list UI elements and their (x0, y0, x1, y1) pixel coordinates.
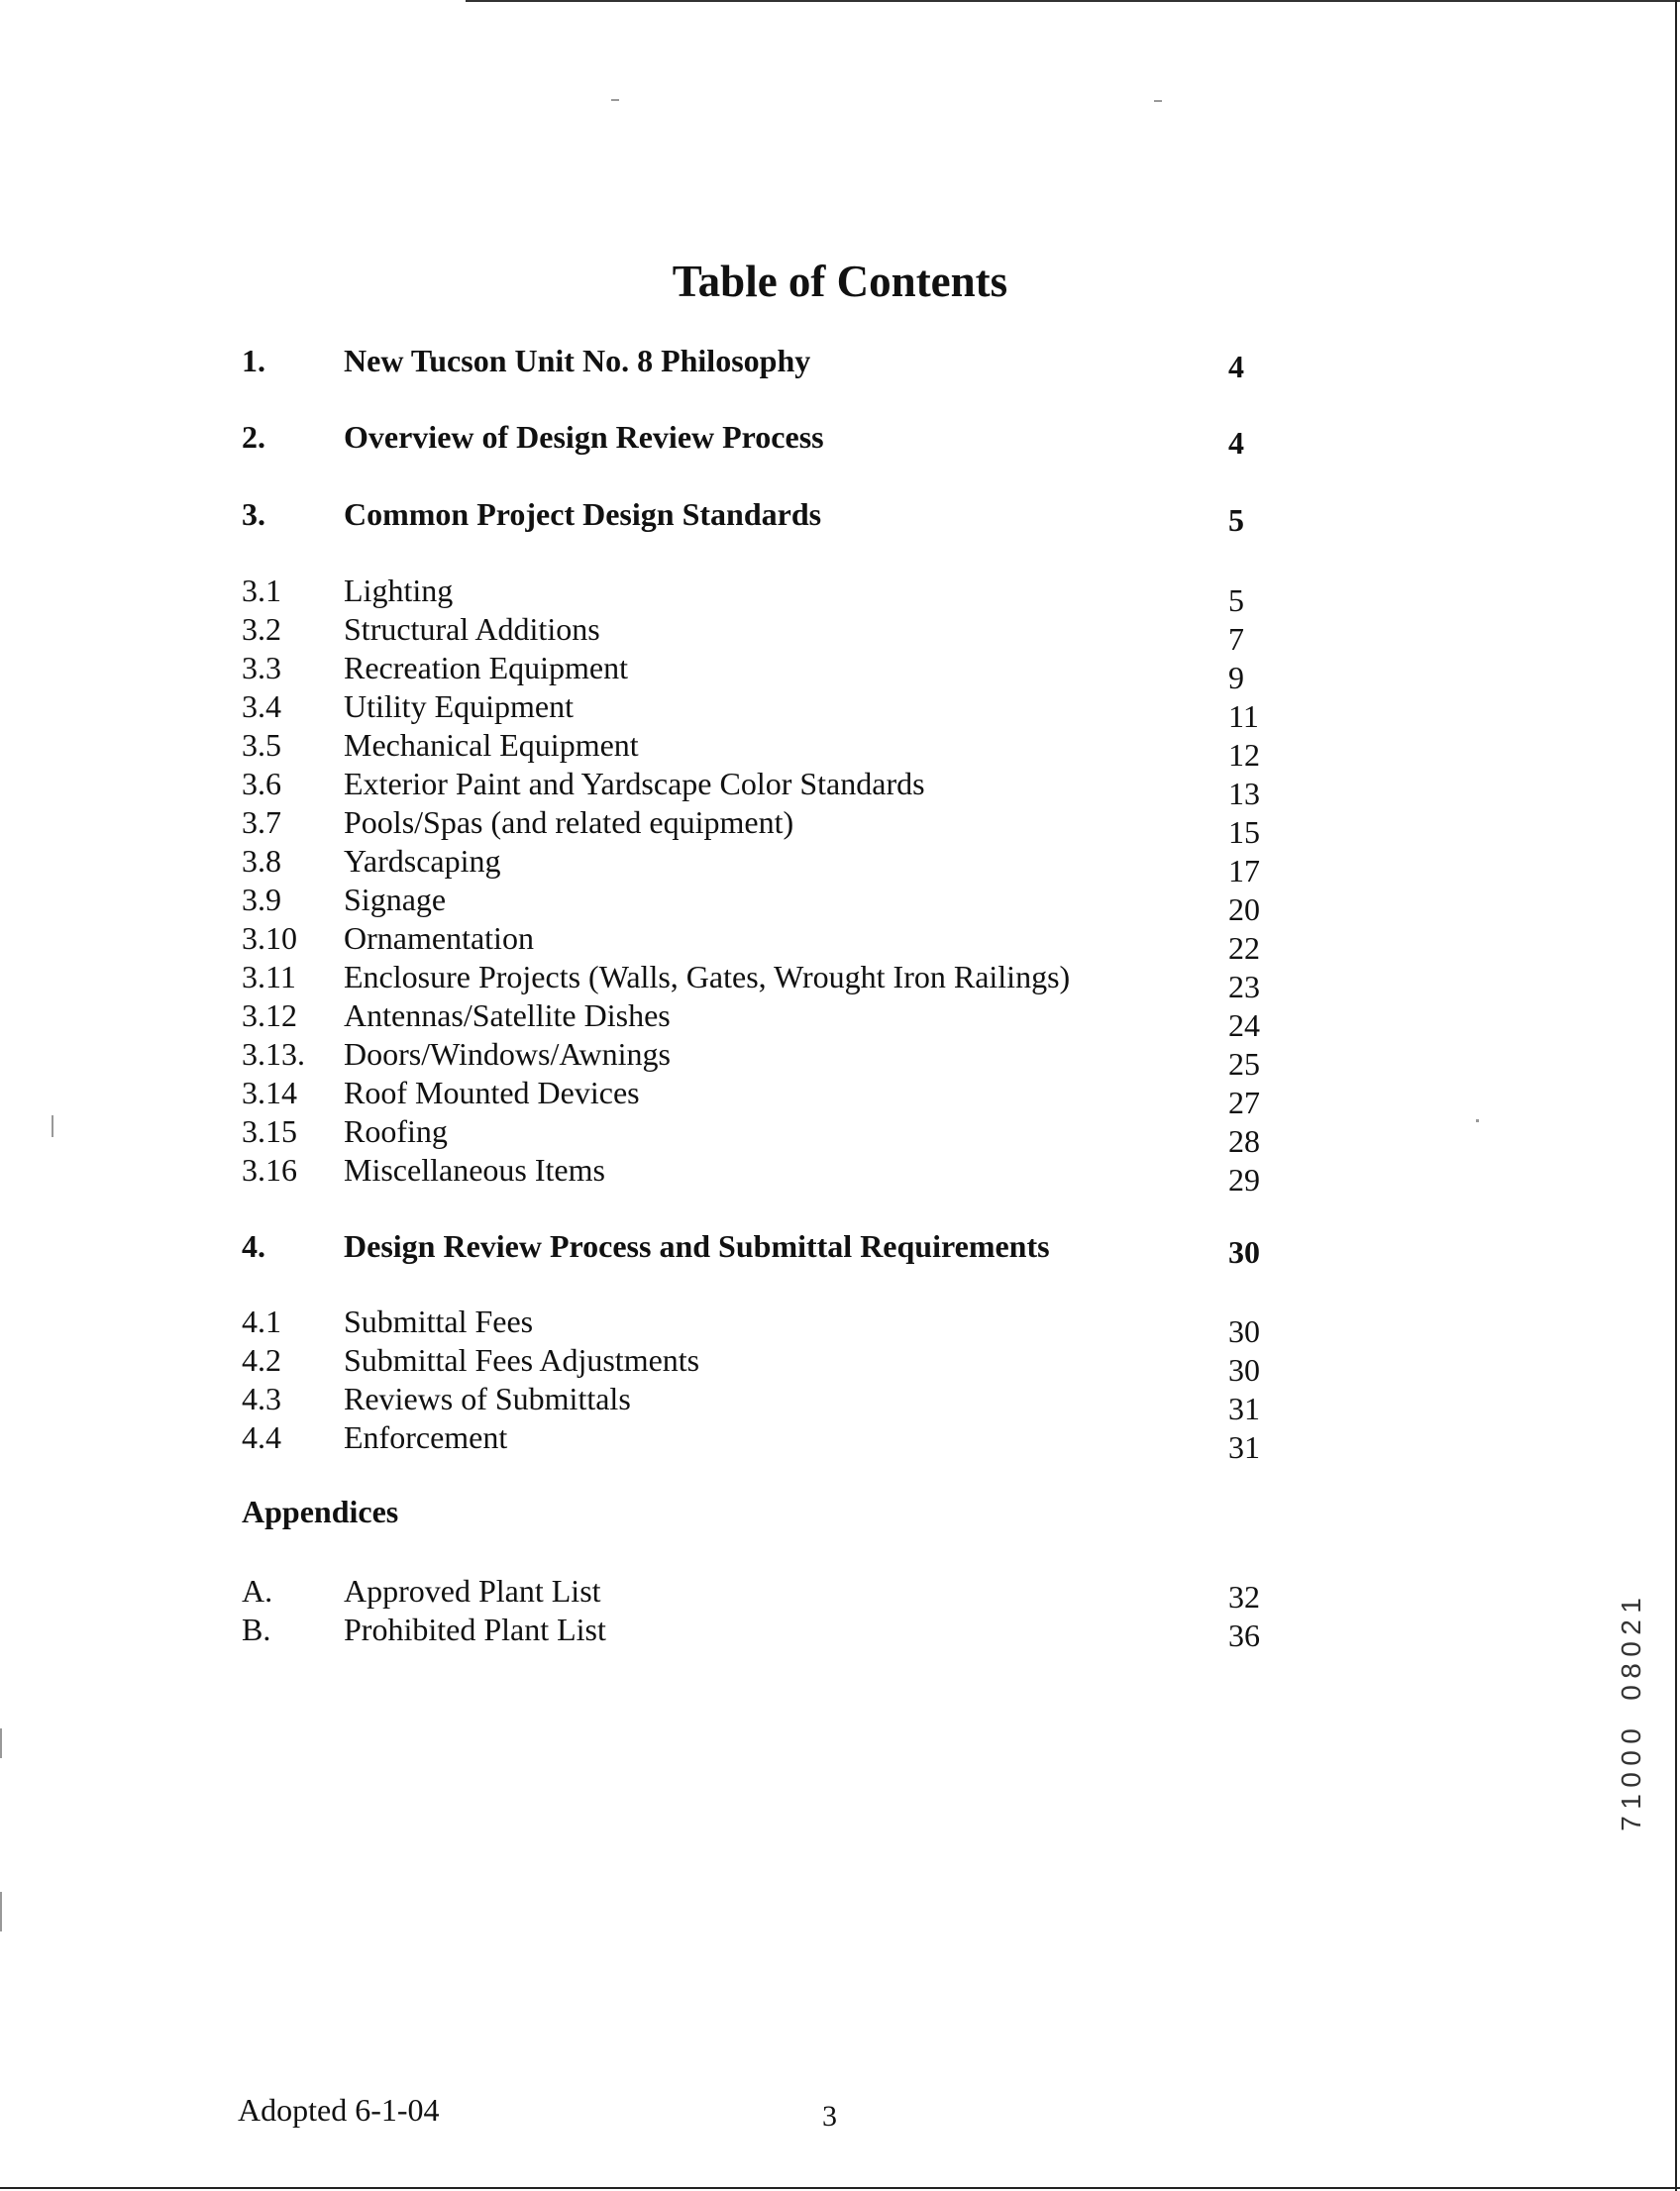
appendix-letter: B. (242, 1612, 271, 1647)
toc-entry (0, 496, 1680, 536)
toc-entry-label: Recreation Equipment (344, 650, 629, 685)
toc-entry-number: 4.4 (242, 1419, 281, 1455)
toc-entry-label: Lighting (344, 573, 454, 608)
appendix-label: Approved Plant List (344, 1573, 601, 1609)
toc-subentry (0, 843, 1680, 888)
toc-entry-label: Reviews of Submittals (344, 1381, 631, 1416)
toc-subentry (0, 1381, 1680, 1426)
toc-subentry (0, 766, 1680, 811)
toc-entry-page: 5 (1228, 582, 1244, 618)
page-border-bottom (0, 2187, 1680, 2189)
toc-entry-number: 3.12 (242, 997, 297, 1033)
toc-entry-page: 17 (1228, 853, 1260, 888)
toc-entry-label: Antennas/Satellite Dishes (344, 997, 671, 1033)
stamp-char: 0 (1616, 1685, 1646, 1701)
appendix-page: 32 (1228, 1579, 1260, 1615)
toc-entry-page: 30 (1228, 1352, 1260, 1388)
toc-entry-number: 3.6 (242, 766, 281, 801)
toc-entry-page: 22 (1228, 930, 1260, 966)
toc-entry-label: Signage (344, 882, 447, 917)
toc-entry-number: 4.3 (242, 1381, 281, 1416)
toc-entry-number: 3.9 (242, 882, 281, 917)
toc-entry-page: 13 (1228, 776, 1260, 811)
toc-entry-number: 3.4 (242, 688, 281, 724)
toc-entry-page: 29 (1228, 1162, 1260, 1198)
stamp-char: 2 (1616, 1619, 1646, 1635)
appendix-entry (0, 1573, 1680, 1613)
scan-speck (0, 1728, 2, 1758)
toc-subentry (0, 1075, 1680, 1120)
toc-entry-number: 3.15 (242, 1113, 297, 1149)
toc-entry-page: 5 (1228, 502, 1244, 538)
toc-entry-page: 25 (1228, 1046, 1260, 1082)
toc-entry-number: 3.11 (242, 959, 296, 994)
toc-entry-number: 3.13. (242, 1036, 305, 1072)
toc-subentry (0, 611, 1680, 657)
toc-entry-page: 15 (1228, 814, 1260, 850)
toc-subentry (0, 882, 1680, 927)
page-title: Table of Contents (672, 257, 1008, 306)
toc-entry-label: Pools/Spas (and related equipment) (344, 804, 794, 840)
toc-entry-label: Miscellaneous Items (344, 1152, 605, 1188)
toc-subentry (0, 1304, 1680, 1349)
toc-entry-number: 3.1 (242, 573, 281, 608)
scan-speck (52, 1115, 53, 1137)
toc-subentry (0, 959, 1680, 1004)
toc-entry (0, 1228, 1680, 1268)
stamp-char: 1 (1616, 1598, 1646, 1614)
toc-subentry (0, 804, 1680, 850)
toc-entry-page: 27 (1228, 1085, 1260, 1120)
toc-entry-page: 20 (1228, 891, 1260, 927)
stamp-char: 0 (1616, 1641, 1646, 1657)
toc-entry-label: Structural Additions (344, 611, 600, 647)
appendices-heading: Appendices (242, 1494, 399, 1529)
stamp-char: 8 (1616, 1663, 1646, 1679)
toc-entry-page: 7 (1228, 621, 1244, 657)
toc-entry-label: Submittal Fees Adjustments (344, 1342, 700, 1378)
scan-speck (611, 99, 619, 101)
stamp-char: 1 (1616, 1794, 1646, 1810)
toc-entry-label: New Tucson Unit No. 8 Philosophy (344, 343, 811, 378)
toc-subentry (0, 727, 1680, 773)
toc-subentry (0, 920, 1680, 966)
toc-entry-label: Yardscaping (344, 843, 501, 879)
toc-subentry (0, 1113, 1680, 1159)
toc-entry-number: 1. (242, 343, 265, 378)
stamp-char: 0 (1616, 1772, 1646, 1788)
toc-entry-label: Submittal Fees (344, 1304, 534, 1339)
stamp-char: 0 (1616, 1728, 1646, 1744)
toc-entry (0, 343, 1680, 382)
toc-entry-label: Enclosure Projects (Walls, Gates, Wrought Iron Railings) (344, 959, 1071, 994)
toc-entry-number: 4. (242, 1228, 265, 1264)
toc-entry-number: 3.2 (242, 611, 281, 647)
toc-subentry (0, 997, 1680, 1043)
toc-entry-number: 3.8 (242, 843, 281, 879)
toc-entry-number: 3.7 (242, 804, 281, 840)
toc-entry-label: Ornamentation (344, 920, 534, 956)
toc-entry (0, 419, 1680, 459)
appendix-label: Prohibited Plant List (344, 1612, 606, 1647)
toc-entry-page: 31 (1228, 1391, 1260, 1426)
toc-entry-label: Exterior Paint and Yardscape Color Standards (344, 766, 925, 801)
footer-page-number: 3 (822, 2100, 837, 2133)
toc-entry-page: 9 (1228, 660, 1244, 695)
scan-speck (0, 1892, 2, 1931)
toc-entry-page: 11 (1228, 698, 1259, 734)
toc-entry-page: 31 (1228, 1429, 1260, 1465)
toc-entry-number: 3.14 (242, 1075, 297, 1110)
toc-subentry (0, 650, 1680, 695)
toc-subentry (0, 573, 1680, 618)
footer-adopted-date: Adopted 6-1-04 (238, 2092, 440, 2128)
toc-entry-label: Roof Mounted Devices (344, 1075, 640, 1110)
stamp-char: 7 (1616, 1816, 1646, 1831)
toc-entry-number: 3.16 (242, 1152, 297, 1188)
toc-subentry (0, 688, 1680, 734)
toc-entry-number: 3.10 (242, 920, 297, 956)
page-border-top (466, 0, 1680, 2)
toc-entry-page: 4 (1228, 425, 1244, 461)
toc-entry-page: 23 (1228, 969, 1260, 1004)
toc-entry-number: 2. (242, 419, 265, 455)
toc-entry-page: 12 (1228, 737, 1260, 773)
toc-subentry (0, 1342, 1680, 1388)
toc-entry-label: Utility Equipment (344, 688, 574, 724)
stamp-text (1617, 1595, 1646, 1834)
toc-entry-number: 3.5 (242, 727, 281, 763)
toc-entry-label: Doors/Windows/Awnings (344, 1036, 671, 1072)
toc-entry-page: 28 (1228, 1123, 1260, 1159)
appendix-page: 36 (1228, 1617, 1260, 1653)
document-stamp (1617, 1595, 1646, 1834)
toc-entry-number: 4.1 (242, 1304, 281, 1339)
toc-subentry (0, 1036, 1680, 1082)
stamp-char: 0 (1616, 1750, 1646, 1766)
toc-entry-number: 3.3 (242, 650, 281, 685)
toc-entry-number: 4.2 (242, 1342, 281, 1378)
toc-entry-page: 24 (1228, 1007, 1260, 1043)
toc-entry-page: 4 (1228, 349, 1244, 384)
appendix-letter: A. (242, 1573, 273, 1609)
toc-entry-page: 30 (1228, 1234, 1260, 1270)
toc-entry-label: Mechanical Equipment (344, 727, 639, 763)
toc-entry-label: Overview of Design Review Process (344, 419, 824, 455)
toc-subentry (0, 1152, 1680, 1198)
scan-speck (1154, 100, 1162, 102)
toc-entry-label: Roofing (344, 1113, 448, 1149)
toc-entry-number: 3. (242, 496, 265, 532)
toc-entry-page: 30 (1228, 1313, 1260, 1349)
toc-entry-label: Design Review Process and Submittal Requirements (344, 1228, 1050, 1264)
appendix-entry (0, 1612, 1680, 1651)
toc-subentry (0, 1419, 1680, 1465)
toc-entry-label: Common Project Design Standards (344, 496, 822, 532)
scan-speck (1476, 1119, 1479, 1122)
toc-entry-label: Enforcement (344, 1419, 508, 1455)
